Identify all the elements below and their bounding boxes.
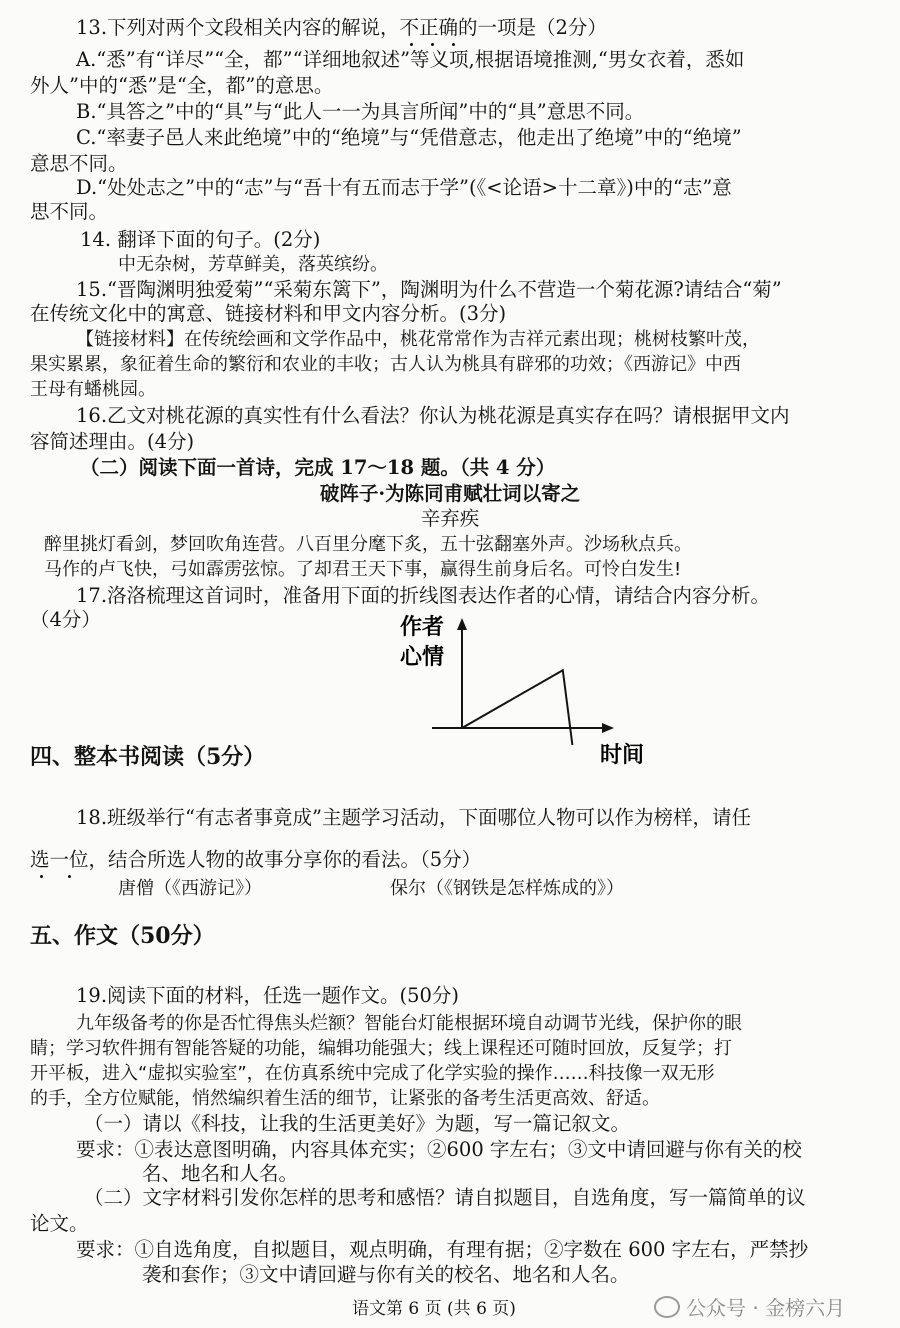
q19-material-line3: 开平板，进入“虚拟实验室”，在仿真系统中完成了化学实验的操作……科技像一双无形 [30, 1063, 715, 1084]
q17-stem-line2: （4分） [30, 608, 101, 631]
q19-req1-line2: 名、地名和人名。 [142, 1162, 299, 1185]
q19-material-line2: 睛；学习软件拥有智能答疑的功能，编辑功能强大；线上课程还可随时回放，反复学；打 [30, 1038, 732, 1059]
q13-option-c-line1: C.“率妻子邑人来此绝境”中的“绝境”与“凭借意志，他走出了绝境”中的“绝境” [76, 126, 742, 149]
emphasis-dot [40, 875, 43, 878]
chart-ylabel-line1: 作者 [400, 615, 445, 640]
section4-heading: 四、整本书阅读（5分） [30, 744, 266, 770]
q18-stem-line2: 选一位，结合所选人物的故事分享你的看法。（5分） [30, 848, 482, 871]
q13-option-a-line2: 外人”中的“悉”是“全，都”的意思。 [30, 74, 334, 97]
q15-stem-line2: 在传统文化中的寓意、链接材料和甲文内容分析。(3分) [30, 302, 507, 325]
chart-mood-line [462, 670, 572, 745]
q19-material-line1: 九年级备考的你是否忙得焦头烂额？智能台灯能根据环境自动调节光线，保护你的眼 [76, 1013, 742, 1034]
q19-stem: 19.阅读下面的材料，任选一题作文。(50分) [76, 984, 460, 1007]
q14-sentence: 中无杂树，芳草鲜美，落英缤纷。 [118, 254, 388, 275]
q16-stem-line1: 16.乙文对桃花源的真实性有什么看法？你认为桃花源是真实存在吗？请根据甲文内 [76, 404, 790, 427]
emphasis-dot [452, 43, 455, 46]
poem-line1: 醉里挑灯看剑，梦回吹角连营。八百里分麾下炙，五十弦翻塞外声。沙场秋点兵。 [44, 534, 692, 555]
q19-option2-line2: 论文。 [30, 1212, 89, 1235]
q19-material-line4: 的手，全方位赋能，悄然编织着生活的细节，让紧张的备考生活更高效、舒适。 [30, 1088, 660, 1109]
emphasis-dot [68, 875, 71, 878]
page-footer: 语文第 6 页 (共 6 页) [352, 1299, 516, 1319]
watermark [654, 1292, 845, 1321]
q13-option-c-line2: 意思不同。 [30, 152, 128, 175]
q19-option2-line1: （二）文字材料引发你怎样的思考和感悟？请自拟题目，自选角度，写一篇简单的议 [84, 1186, 806, 1209]
emphasis-dot [431, 43, 434, 46]
wechat-icon [654, 1296, 680, 1318]
emphasis-dot [410, 43, 413, 46]
q13-option-a-line1: A.“悉”有“详尽”“全，都”“详细地叙述”等义项,根据语境推测,“男女衣着，悉如 [76, 48, 745, 71]
q14-stem: 14. 翻译下面的句子。(2分) [80, 228, 321, 251]
q13-option-d-line1: D.“处处志之”中的“志”与“吾十有五而志于学”(《<论语>十二章》)中的“志”意 [76, 176, 732, 199]
q18-option-baoer: 保尔（《钢铁是怎样炼成的》） [390, 878, 624, 899]
q15-material-line3: 王母有蟠桃园。 [30, 379, 156, 400]
section5-heading: 五、作文（50分） [30, 923, 215, 949]
poem-line2: 马作的卢飞快，弓如霹雳弦惊。了却君王天下事，赢得生前身后名。可怜白发生! [44, 559, 682, 580]
chart-ylabel-line2: 心情 [400, 645, 445, 670]
chart-x-axis-arrow [602, 723, 614, 733]
poem-section-title: （二）阅读下面一首诗，完成 17～18 题。（共 4 分） [80, 456, 556, 479]
q16-stem-line2: 容简述理由。(4分) [30, 430, 195, 453]
q13-option-d-line2: 思不同。 [30, 200, 109, 223]
mood-line-chart [392, 612, 692, 772]
poem-author: 辛弃疾 [420, 507, 480, 530]
poem-title: 破阵子·为陈同甫赋壮词以寄之 [319, 482, 581, 505]
q18-option-tangseng: 唐僧（《西游记》） [118, 878, 262, 899]
q15-material-line2: 果实累累，象征着生命的繁衍和农业的丰收；古人认为桃具有辟邪的功效；《西游记》中西 [30, 354, 741, 375]
q19-option1: （一）请以《科技，让我的生活更美好》为题，写一篇记叙文。 [84, 1112, 631, 1135]
q13-stem: 13.下列对两个文段相关内容的解说，不正确的一项是（2分） [76, 16, 607, 39]
watermark-text: 公众号 · 金榜六月 [686, 1296, 846, 1320]
q13-option-b: B.“具答之”中的“具”与“此人一一为具言所闻”中的“具”意思不同。 [76, 100, 645, 123]
q15-stem-line1: 15.“晋陶渊明独爱菊”“采菊东篱下”，陶渊明为什么不营造一个菊花源?请结合“菊” [76, 278, 782, 301]
q19-req2-line2: 袭和套作；③文中请回避与你有关的校名、地名和人名。 [142, 1263, 630, 1286]
q18-stem-line1: 18.班级举行“有志者事竟成”主题学习活动，下面哪位人物可以作为榜样，请任 [76, 806, 751, 829]
chart-xlabel: 时间 [600, 743, 645, 768]
q15-material-line1: 【链接材料】在传统绘画和文学作品中，桃花常常作为吉祥元素出现；桃树枝繁叶茂， [76, 329, 760, 350]
q19-req2-line1: 要求：①自选角度，自拟题目，观点明确，有理有据；②字数在 600 字左右，严禁抄 [76, 1238, 809, 1261]
chart-y-axis-arrow [457, 618, 467, 630]
q19-req1-line1: 要求：①表达意图明确，内容具体充实；②600 字左右；③文中请回避与你有关的校 [76, 1138, 802, 1161]
q17-stem-line1: 17.洛洛梳理这首词时，准备用下面的折线图表达作者的心情，请结合内容分析。 [76, 584, 771, 607]
